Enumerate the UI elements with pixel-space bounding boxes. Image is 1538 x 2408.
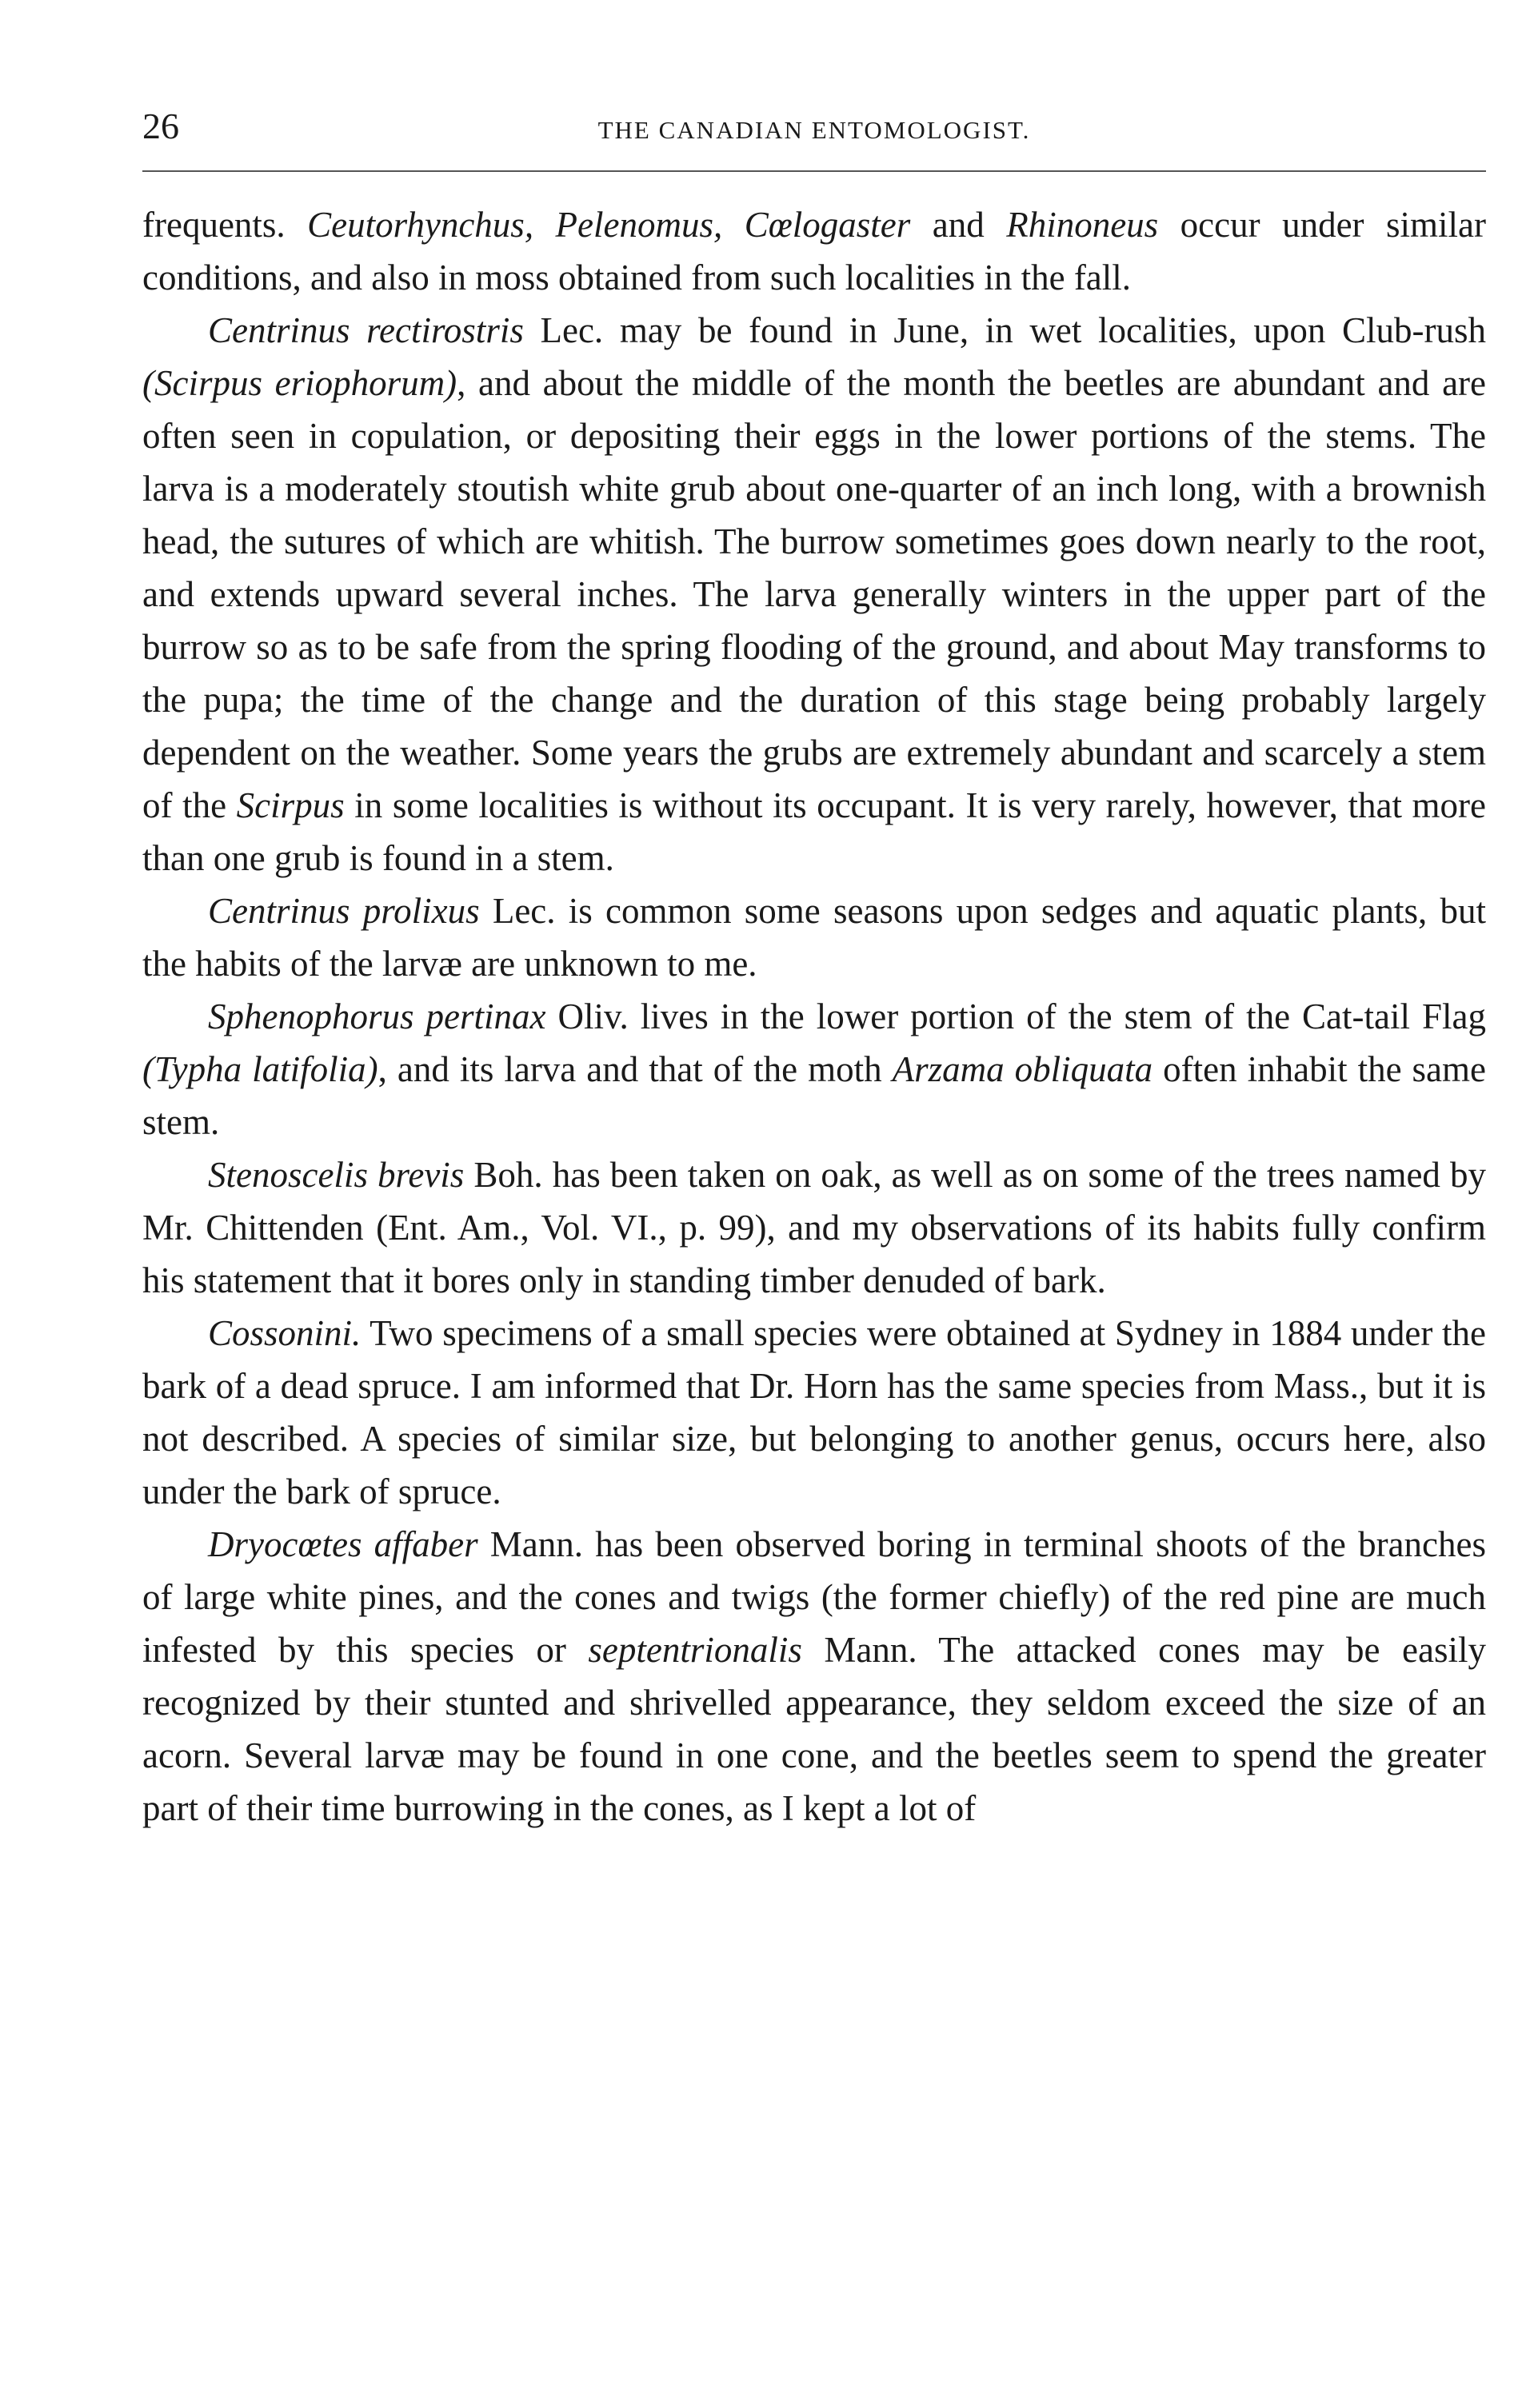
italic-text: Centrinus prolixus	[208, 891, 480, 931]
italic-text: Dryocœtes affaber	[208, 1524, 478, 1564]
page-number: 26	[142, 106, 179, 146]
text-run: Lec. is common some seasons upon sedges and aquatic plants, but the habits of the larvæ are unknown to me.	[142, 891, 1486, 984]
page	[142, 102, 1486, 1835]
page-header	[142, 102, 1486, 166]
paragraph	[142, 885, 1486, 990]
italic-text: Cossonini.	[208, 1313, 362, 1353]
text-run: Mann. has been observed boring in terminal shoots of the branches of large white pines, and the cones and twigs (the former chiefly) of the red pine are much infested by this species or	[142, 1524, 1486, 1670]
italic-text: Stenoscelis brevis	[208, 1155, 465, 1195]
paragraph	[142, 1307, 1486, 1518]
italic-text: Scirpus	[236, 785, 345, 825]
paragraph	[142, 304, 1486, 885]
text-run: frequents.	[142, 205, 308, 245]
paragraph	[142, 1518, 1486, 1835]
text-run: Mann. The attacked cones may be easily recognized by their stunted and shrivelled appearance, they seldom exceed the size of an acorn. Several larvæ may be found in one cone, and the beetles seem to spend the greater part of their time burrowing in the cones, as I kept a lot of	[142, 1630, 1486, 1828]
text-run: occur under similar conditions, and also in moss obtained from such localities in the fall.	[142, 205, 1486, 298]
italic-text: Centrinus rectirostris	[208, 310, 524, 350]
text-run: , and its larva and that of the moth	[378, 1049, 893, 1089]
italic-text: Ceutorhynchus, Pelenomus, Cœlogaster	[307, 205, 911, 245]
running-head: THE CANADIAN ENTOMOLOGIST.	[597, 116, 1031, 144]
text-run: in some localities is without its occupant. It is very rarely, however, that more than one grub is found in a stem.	[142, 785, 1486, 878]
italic-text: Rhinoneus	[1006, 205, 1159, 245]
paragraph	[142, 1148, 1486, 1307]
text-run: Lec. may be found in June, in wet localities, upon Club-rush	[523, 310, 1486, 350]
text-run: Boh. has been taken on oak, as well as on some of the trees named by Mr. Chittenden (Ent. Am., Vol. VI., p. 99), and my observations of its habits fully confirm his statement that it bores only in standing timber denuded of bark.	[142, 1155, 1486, 1300]
italic-text: (Scirpus eriophorum)	[142, 363, 457, 403]
italic-text: Arzama obliquata	[892, 1049, 1153, 1089]
body-text	[142, 198, 1486, 1835]
italic-text: septentrionalis	[588, 1630, 802, 1670]
text-run: and	[910, 205, 1007, 245]
text-run: Oliv. lives in the lower portion of the stem of the Cat-tail Flag	[545, 996, 1486, 1036]
italic-text: (Typha latifolia)	[142, 1049, 378, 1089]
text-run: Two specimens of a small species were obtained at Sydney in 1884 under the bark of a dead spruce. I am informed that Dr. Horn has the same species from Mass., but it is not described. A species of similar size, but belonging to another genus, occurs here, also under the bark of spruce.	[142, 1313, 1486, 1511]
paragraph	[142, 990, 1486, 1148]
text-run: , and about the middle of the month the beetles are abundant and are often seen in copulation, or depositing their eggs in the lower portions of the stems. The larva is a moderately stoutish white grub about one-quarter of an inch long, with a brownish head, the sutures of which are whitish. The burrow sometimes goes down nearly to the root, and extends upward several inches. The larva generally winters in the upper part of the burrow so as to be safe from the spring flooding of the ground, and about May transforms to the pupa; the time of the change and the duration of this stage being probably largely dependent on the weather. Some years the grubs are extremely abundant and scarcely a stem of the	[142, 363, 1487, 825]
text-run: often inhabit the same stem.	[142, 1049, 1486, 1142]
paragraph	[142, 198, 1486, 304]
header-rule	[142, 170, 1486, 172]
italic-text: Sphenophorus pertinax	[208, 996, 546, 1036]
